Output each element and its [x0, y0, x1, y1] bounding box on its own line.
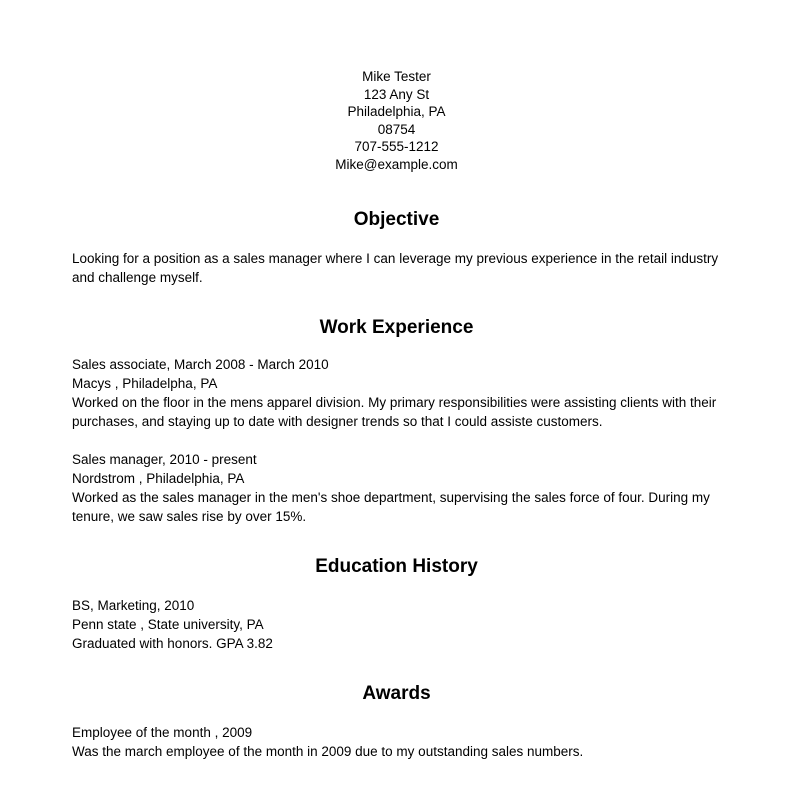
candidate-name: Mike Tester — [362, 69, 431, 84]
work-experience-list — [72, 355, 721, 526]
postal-code: 08754 — [377, 121, 416, 137]
education-degree-line: BS, Marketing, 2010 — [72, 598, 195, 613]
job-company-line: Macys , Philadelpha, PA — [72, 376, 218, 391]
job-company-line: Nordstrom , Philadelphia, PA — [72, 471, 245, 486]
contact-header — [72, 68, 721, 173]
job-description: Worked on the floor in the mens apparel division. My primary responsibilities were assisting clients with their purchases, and staying up to date with designer trends so that I could assiste customers. — [72, 395, 717, 429]
objective-heading: Objective — [353, 209, 440, 230]
phone-number: 707-555-1212 — [354, 139, 439, 154]
work-experience-heading: Work Experience — [319, 317, 474, 338]
job-title-line: Sales manager, 2010 - present — [72, 452, 257, 467]
email-address: Mike@example.com — [335, 156, 458, 172]
awards-heading: Awards — [362, 683, 431, 704]
job-title-line: Sales associate, March 2008 - March 2010 — [72, 357, 329, 372]
education-school-line: Penn state , State university, PA — [72, 617, 264, 632]
award-title-line: Employee of the month , 2009 — [72, 725, 253, 740]
award-detail-line: Was the march employee of the month in 2009 due to my outstanding sales numbers. — [72, 744, 584, 759]
awards-entry — [72, 723, 721, 761]
job-entry — [72, 355, 721, 431]
address-line-2: Philadelphia, PA — [347, 104, 446, 119]
education-heading: Education History — [315, 556, 478, 577]
address-line-1: 123 Any St — [363, 86, 430, 102]
education-detail-line: Graduated with honors. GPA 3.82 — [72, 636, 273, 651]
job-description: Worked as the sales manager in the men's shoe department, supervising the sales force of four. During my tenure, we saw sales rise by over 15%. — [72, 490, 710, 524]
objective-body: Looking for a position as a sales manager where I can leverage my previous experience in the retail industry and challenge myself. — [72, 251, 719, 285]
education-entry — [72, 596, 721, 653]
job-entry — [72, 450, 721, 526]
